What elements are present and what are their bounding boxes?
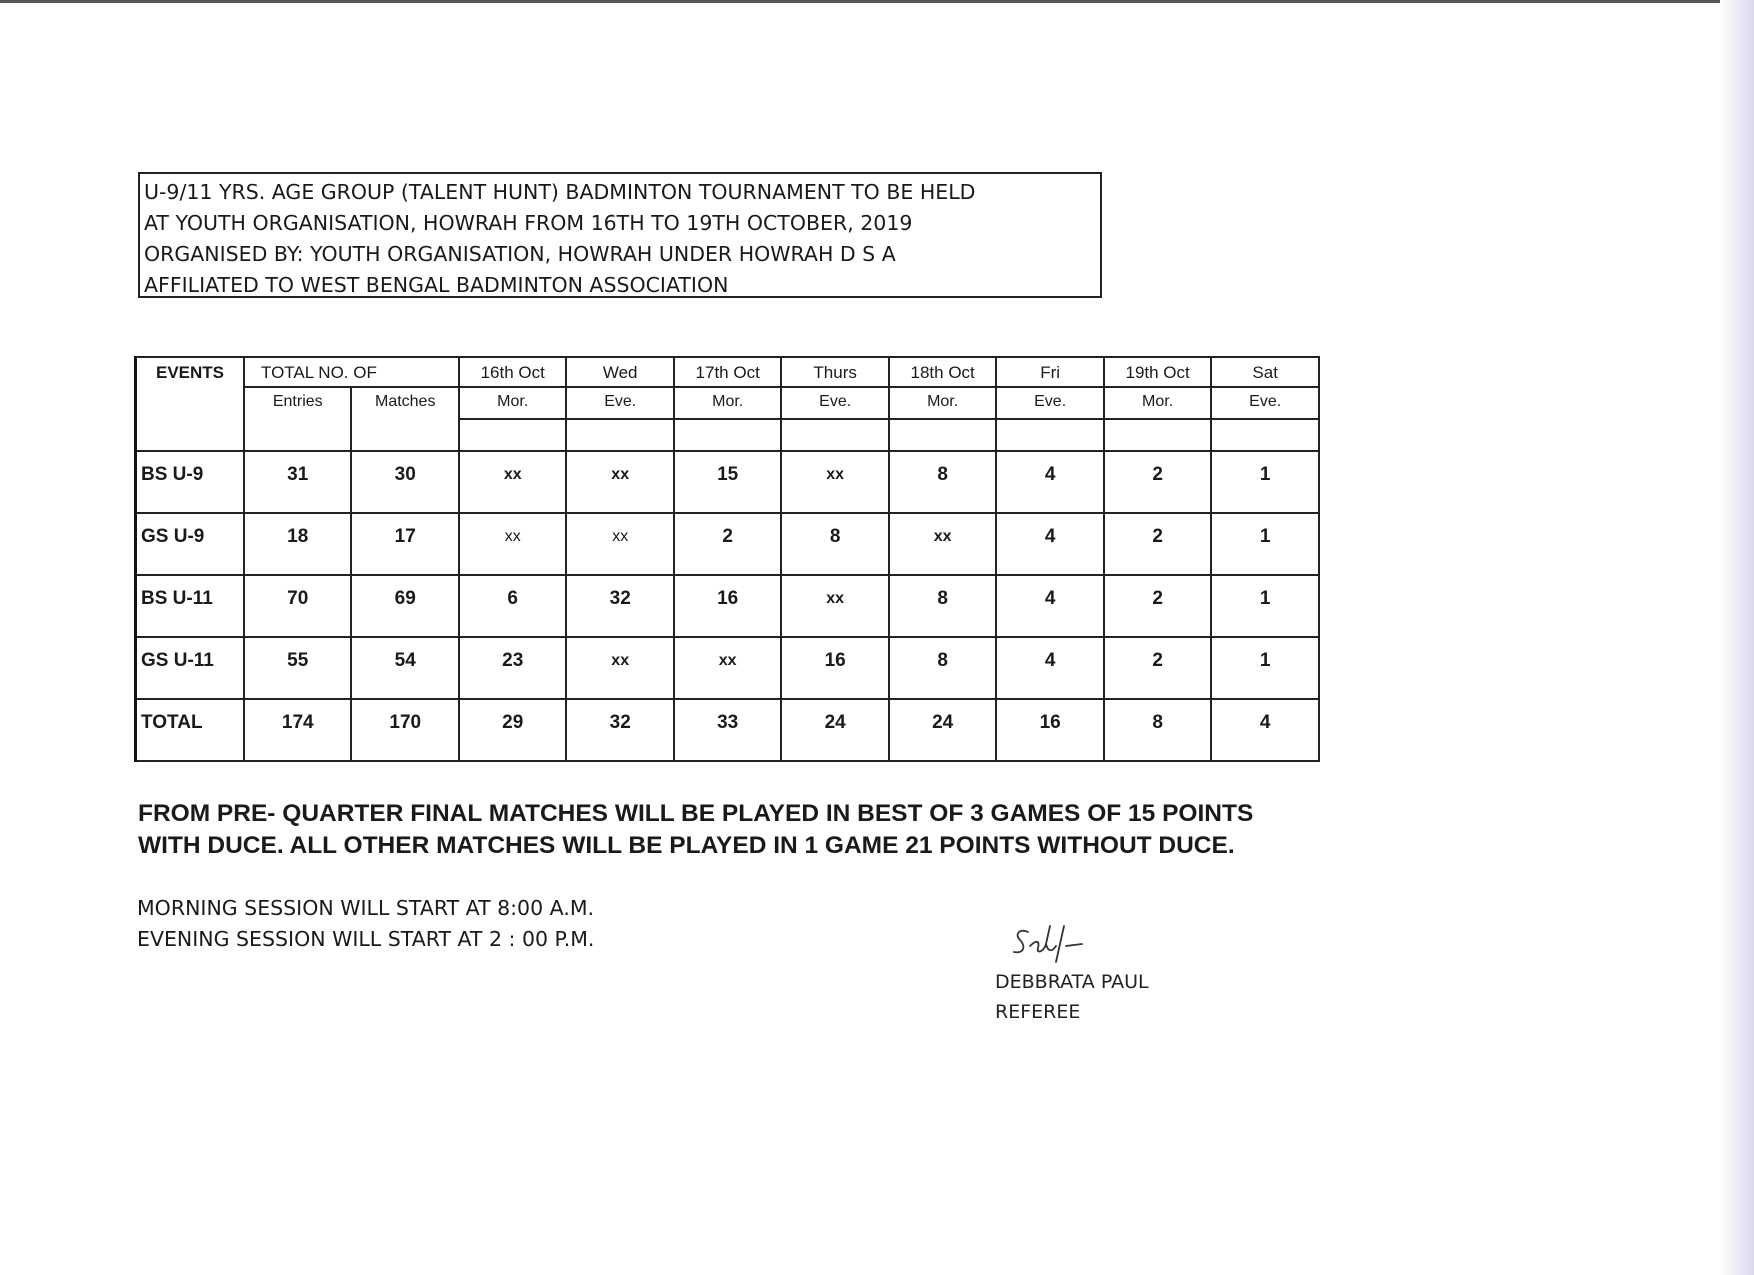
slot-cell: 8 [889,575,996,637]
slot-cell: xx [674,637,781,699]
table-row [136,575,1320,637]
slot-cell: xx [781,575,888,637]
slot-cell: xx [566,637,673,699]
slot-cell: 8 [889,451,996,513]
session-timings [137,893,594,955]
slot-cell: xx [459,513,566,575]
blank-cell [996,419,1103,451]
top-scan-edge [0,0,1754,3]
blank-cell [781,419,888,451]
header-row-sessions [136,387,1320,419]
table-row [136,637,1320,699]
slot-cell: 1 [1211,451,1319,513]
signatory-name: DEBBRATA PAUL [995,971,1149,993]
eve-header: Eve. [1211,387,1319,419]
slot-cell: 16 [674,575,781,637]
day-date: 19th Oct [1104,357,1211,387]
slot-cell: 2 [1104,575,1211,637]
entries-cell: 18 [244,513,351,575]
total-row [136,699,1320,761]
slot-cell: 1 [1211,575,1319,637]
slot-cell: 15 [674,451,781,513]
slot-cell: 16 [996,699,1103,761]
eve-header: Eve. [996,387,1103,419]
slot-cell: 33 [674,699,781,761]
header-line-4: AFFILIATED TO WEST BENGAL BADMINTON ASSOCIATION [144,273,729,297]
matches-header: Matches [351,387,458,451]
slot-cell: 4 [996,637,1103,699]
slot-cell: 23 [459,637,566,699]
match-format-note [138,798,1298,862]
slot-cell: 29 [459,699,566,761]
slot-cell: 4 [996,513,1103,575]
entries-header: Entries [244,387,351,451]
entries-cell: 174 [244,699,351,761]
mor-header: Mor. [889,387,996,419]
header-line-3: ORGANISED BY: YOUTH ORGANISATION, HOWRAH UNDER HOWRAH D S A [144,242,896,266]
blank-cell [889,419,996,451]
entries-cell: 70 [244,575,351,637]
slot-cell: 8 [889,637,996,699]
tournament-header-box [138,172,1102,298]
event-name: BS U-11 [136,575,245,637]
slot-cell: xx [459,451,566,513]
slot-cell: 4 [1211,699,1319,761]
slot-cell: 32 [566,699,673,761]
slot-cell: 2 [1104,451,1211,513]
slot-cell: 6 [459,575,566,637]
event-name: GS U-11 [136,637,245,699]
slot-cell: xx [566,451,673,513]
evening-session-text: EVENING SESSION WILL START AT 2 : 00 P.M. [137,927,595,951]
slot-cell: 2 [1104,637,1211,699]
slot-cell: 8 [781,513,888,575]
slot-cell: 2 [674,513,781,575]
slot-cell: 1 [1211,637,1319,699]
blank-cell [674,419,781,451]
slot-cell: xx [889,513,996,575]
table-row [136,451,1320,513]
slot-cell: xx [781,451,888,513]
slot-cell: 32 [566,575,673,637]
day-weekday: Sat [1211,357,1319,387]
blank-cell [1211,419,1319,451]
entries-cell: 55 [244,637,351,699]
day-weekday: Fri [996,357,1103,387]
slot-cell: xx [566,513,673,575]
handwritten-signature [1010,922,1090,966]
slot-cell: 4 [996,451,1103,513]
eve-header: Eve. [781,387,888,419]
event-name: GS U-9 [136,513,245,575]
day-weekday: Thurs [781,357,888,387]
signatory-block [995,967,1149,1027]
day-weekday: Wed [566,357,673,387]
blank-cell [566,419,673,451]
matches-cell: 54 [351,637,458,699]
day-date: 17th Oct [674,357,781,387]
matches-cell: 69 [351,575,458,637]
note-line-2: WITH DUCE. ALL OTHER MATCHES WILL BE PLAYED IN 1 GAME 21 POINTS WITHOUT DUCE. [138,832,1235,859]
matches-cell: 170 [351,699,458,761]
event-name: TOTAL [136,699,245,761]
slot-cell: 16 [781,637,888,699]
mor-header: Mor. [674,387,781,419]
day-date: 18th Oct [889,357,996,387]
slot-cell: 8 [1104,699,1211,761]
header-line-1: U-9/11 YRS. AGE GROUP (TALENT HUNT) BADMINTON TOURNAMENT TO BE HELD [144,180,976,204]
eve-header: Eve. [566,387,673,419]
slot-cell: 1 [1211,513,1319,575]
event-name: BS U-9 [136,451,245,513]
events-header: EVENTS [136,357,245,451]
slot-cell: 24 [781,699,888,761]
matches-cell: 17 [351,513,458,575]
header-row-days [136,357,1320,387]
entries-cell: 31 [244,451,351,513]
total-no-of-header: TOTAL NO. OF [244,357,459,387]
schedule-table [134,356,1320,762]
table-row [136,513,1320,575]
mor-header: Mor. [459,387,566,419]
matches-cell: 30 [351,451,458,513]
header-line-2: AT YOUTH ORGANISATION, HOWRAH FROM 16TH TO 19TH OCTOBER, 2019 [144,211,913,235]
slot-cell: 2 [1104,513,1211,575]
note-line-1: FROM PRE- QUARTER FINAL MATCHES WILL BE PLAYED IN BEST OF 3 GAMES OF 15 POINTS [138,800,1254,827]
blank-cell [459,419,566,451]
blank-cell [1104,419,1211,451]
signatory-title: REFEREE [995,1001,1081,1023]
mor-header: Mor. [1104,387,1211,419]
slot-cell: 4 [996,575,1103,637]
day-date: 16th Oct [459,357,566,387]
slot-cell: 24 [889,699,996,761]
morning-session-text: MORNING SESSION WILL START AT 8:00 A.M. [137,896,595,920]
scan-shadow [1720,0,1754,1275]
